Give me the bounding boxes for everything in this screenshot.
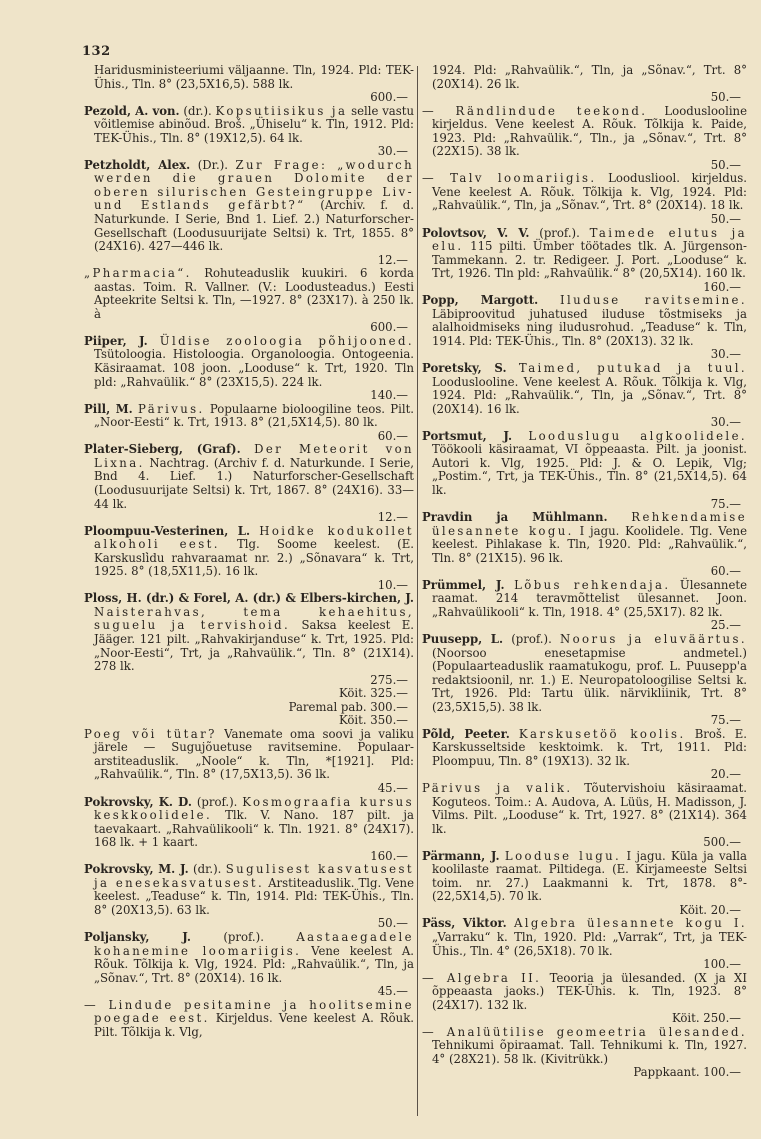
entry-author: Pill, M. <box>84 401 133 416</box>
entry-text: Looduslooline. Vene keelest A. Rõuk. Tõlkija k. Vlg, 1924. Pld: „Rahvaülik.“, Tln, ja „Sõnav.“, Trt. 8° (20X14). 16 lk. <box>432 374 747 416</box>
entry-title: — Algebra II. <box>422 970 542 985</box>
entry-author: Pokrovsky, K. D. <box>84 794 192 809</box>
entry-price: 60.— <box>377 428 408 443</box>
entry-price: 600.— <box>370 90 408 105</box>
entry-price: 12.— <box>377 510 408 525</box>
entry-author: Põld, Peeter. <box>422 726 510 741</box>
entry-title: Zur Frage: „wodurch werden die grauen Dolomite der oberen silurischen Gesteingruppe Liv- und Estlands gefärbt?“ <box>94 157 414 213</box>
entry-author: Päss, Viktor. <box>422 916 507 931</box>
entry-price: 140.— <box>370 388 408 403</box>
entry-text: Loodusliool. kirjeldus. Vene keelest A. Rõuk. Tõlkija k. Vlg, 1924. Pld: „Rahvaülik.“, Tln, ja „Sõnav.“, Trt. 8° (20X14). 18 lk. <box>432 171 747 213</box>
entry-title: Kopsutiisikus ja <box>215 103 348 118</box>
catalog-entry <box>84 403 414 430</box>
entry-author: Polovtsov, V. V. <box>422 225 530 240</box>
entry-price: 160.— <box>370 848 408 863</box>
entry-author: Poretsky, S. <box>422 361 507 376</box>
entry-author: Ploompuu-Vesterinen, L. <box>84 523 251 538</box>
catalog-entry <box>84 999 414 1040</box>
catalog-entry: Pokrovsky, K. D. (prof.). Kosmograafia kursus keskkoolidele. Tlk. V. Nano. 187 pilt. ja taevakaart. „Rahvaülikooli“ k. Tln. 1921. 8° (24X17). 168 lk. + 1 kaart. <box>84 794 415 850</box>
entry-text: (Noorsoo enesetapmise andmetel.) (Populaarteaduslik raamatukogu, prof. L. Puusepp'a redaktsioonil, nr. 1.) E. Neuropatoloogilise Seltsi k. Trt, 1926. Pld: Tartu ülik. närvikliinik, Trt. 8° (23,5X15,5). 38 lk. <box>432 645 747 714</box>
catalog-entry: Poljansky, J. (prof.). Aastaaegadele kohanemine loomariigis. Vene keelest A. Rõuk. Tõlkija k. Vlg, 1924. Pld: „Rahvaülik.“, Tln, ja „Sõnav.“, Trt. 8° (20X14). 16 lk. <box>84 930 415 985</box>
catalog-entry <box>422 579 747 620</box>
catalog-entry: Pokrovsky, M. J. (dr.). Sugulisest kasvatusest ja enesekasvatusest. Arstiteaduslik. Tlg. Vene keelest. „Teaduse“ k. Tln, 1914. Pld: TEK-Ühis., Tln. 8° (20X13,5). 63 lk. <box>84 862 414 917</box>
entry-text: Broš. E. Karskusseltside kesktoimk. k. Trt, 1911. Pld: Ploompuu, Tln. 8° (19X13). 32 lk. <box>432 726 747 768</box>
entry-title: Aastaaegadele kohanemine loomariigis. <box>94 930 415 958</box>
catalog-entry <box>422 511 747 565</box>
entry-title: Algebra ülesannete kogu I. <box>513 916 747 931</box>
ploss-price-list <box>84 687 414 728</box>
entry-title: Der Meteorit von Lixna. <box>94 442 414 470</box>
entry-price: 10.— <box>377 577 408 592</box>
entry-author: Prümmel, J. <box>422 577 505 592</box>
entry-price: 50.— <box>377 916 408 931</box>
entry-text: Ülesannete raamat. 214 teravmõttelist ülesannet. Joon. „Rahvaülikooli“ k. Tln, 1918. 4° (25,5X17). 82 lk. <box>432 577 747 619</box>
entry-price: Köit. 250.— <box>671 1011 741 1026</box>
entry-title: Karskusetöö koolis. <box>518 726 686 741</box>
entry-price: 600.— <box>370 320 408 335</box>
entry-text: Saksa keelest E. Jääger. 121 pilt. „Rahvakirjanduse“ k. Trt, 1925. Pld: „Noor-Eesti“, Trt, ja „Rahvaülik.“, Tln. 8° (21X14). 278 lk. <box>94 618 414 674</box>
left-entries <box>84 64 414 687</box>
entry-text: Tsütoloogia. Histoloogia. Organoloogia. Ontogeenia. Käsiraamat. 108 joon. „Looduse“ k. Trt, 1920. Tln pld: „Rahvaülik.“ 8° (23X15,5). 224 lk. <box>94 347 414 389</box>
catalog-entry <box>422 430 747 498</box>
entry-text: (Archiv. f. d. Naturkunde. I Serie, Bnd 1. Lief. 2.) Naturforscher-Gesellschaft (Loodusuurijate Seltsi) k. Trt, 1855. 8° (24X16). 427—446 lk. <box>94 198 415 254</box>
catalog-entry <box>84 335 414 389</box>
catalog-entry <box>422 972 747 1013</box>
entry-price: 160.— <box>703 279 741 294</box>
entry-title: — Talv loomariigis. <box>422 171 597 186</box>
entry-price: 30.— <box>710 347 741 362</box>
entry-text: Nachtrag. (Archiv f. d. Naturkunde. I Serie, Bnd 4. Lief. 1.) Naturforscher-Gesellschaft (Loodusuurijate Seltsi) k. Trt, 1867. 8° (24X16). 33—44 lk. <box>94 455 414 511</box>
price-line: Paremal pab. 300.— <box>288 699 408 714</box>
entry-title: Pärivus. <box>137 401 205 416</box>
entry-text: Populaarne bioloogiline teos. Pilt. „Noor-Eesti“ k. Trt, 1913. 8° (21,5X14,5). 80 lk. <box>94 401 414 430</box>
entry-title: Noorus ja eluväärtus. <box>559 631 747 646</box>
column-divider <box>417 66 418 1116</box>
catalog-entry <box>422 362 747 416</box>
entry-text: Looduslooline kirjeldus. Vene keelest A. Rõuk. Tõlkija k. Paide, 1923. Pld: „Rahvaülik.“, Tln., ja „Sõnav.“, Trt. 8° (22X15). 38 lk. <box>432 103 747 159</box>
catalog-entry: Puusepp, L. (prof.). Noorus ja eluväärtus. (Noorsoo enesetapmise andmetel.) (Populaarteaduslik raamatukogu, prof. L. Puusepp'a redaktsioonil, nr. 1.) E. Neuropatoloogilise Seltsi k. Trt, 1926. Pld: Tartu ülik. närvikliinik, Trt. 8° (23,5X15,5). 38 lk. <box>422 631 747 714</box>
entry-author: Pokrovsky, M. J. <box>84 862 189 877</box>
entry-author: Pravdin ja Mühlmann. <box>422 510 608 525</box>
entry-price: 50.— <box>710 212 741 227</box>
catalog-entry: Polovtsov, V. V. (prof.). Taimede elutus ja elu. 115 pilti. Ümber töötades tlk. A. Jürgenson-Tammekann. 2. tr. Redigeer. J. Port. „Looduse“ k. Trt, 1926. Tln pld: „Rahvaülik.“ 8° (20,5X14). 160 lk. <box>422 225 747 281</box>
entry-price: Pappkaant. 100.— <box>633 1065 741 1080</box>
catalog-entry <box>422 64 747 91</box>
entry-title: Üldise zooloogia põhijooned. <box>159 333 414 348</box>
entry-title: Kosmograafia kursus keskkoolidele. <box>94 794 415 823</box>
catalog-entry <box>422 1026 747 1067</box>
catalog-entry <box>422 850 747 904</box>
entry-author: Portsmut, J. <box>422 428 513 443</box>
entry-text: Vanemate oma soovi ja valiku järele — Sugujõuetuse ravitsemine. Populaar-arstiteaduslik. „Noole“ k. Tln, *[1921]. Pld: „Rahvaülik.“, Tln. 8° (17,5X13,5). 36 lk. <box>94 726 415 782</box>
entry-text: Läbiproovitud juhatused iluduse tõstmiseks ja alalhoidmiseks ning iludusrohud. „Teaduse“ k. Tln, 1914. Pld: TEK-Ühis., Tln. 8° (20X13). 32 lk. <box>432 306 747 348</box>
entry-author: Puusepp, L. <box>422 631 504 646</box>
entry-title: Iluduse ravitsemine. <box>559 293 747 308</box>
entry-price: 50.— <box>710 157 741 172</box>
entry-title: Taimede elutus ja elu. <box>432 225 747 254</box>
catalog-entry <box>422 172 747 213</box>
entry-title: Taimed, putukad ja tuul. <box>518 361 747 376</box>
entry-price: 30.— <box>377 144 408 159</box>
entry-text: Tehnikumi õpiraamat. Tall. Tehnikumi k. Tln, 1927. 4° (28X21). 58 lk. (Kivitrükk.) <box>432 1038 747 1066</box>
entry-price: 60.— <box>710 564 741 579</box>
entry-author: Poljansky, J. <box>84 930 191 944</box>
catalog-entry <box>84 267 414 321</box>
catalog-entry <box>84 64 414 91</box>
entry-author: Pezold, A. von. <box>84 103 180 118</box>
price-line: Köit. 325.— <box>338 686 408 701</box>
entry-author: Ploss, H. (dr.) & Forel, A. (dr.) & Elbers-kirchen, J. <box>84 591 414 606</box>
entry-price: Köit. 20.— <box>679 902 741 917</box>
catalog-entry <box>84 525 414 579</box>
entry-text: 1924. Pld: „Rahvaülik.“, Tln, ja „Sõnav.“, Trt. 8° (20X14). 26 lk. <box>432 63 747 91</box>
entry-title: — Rändlindude teekond. <box>422 103 648 118</box>
entry-text: Teooria ja ülesanded. (X ja XI õppeaasta jaoks.) TEK-Ühis. k. Tln, 1923. 8° (24X17). 132 lk. <box>432 970 747 1012</box>
entry-title: Sugulisest kasvatusest ja enesekasvatusest. <box>94 862 414 890</box>
right-entries <box>422 64 747 1080</box>
entry-author: Plater-Sieberg, (Graf). <box>84 442 241 457</box>
catalog-entry <box>422 105 747 159</box>
entry-title: Pärivus ja valik. <box>422 780 573 795</box>
entry-price: 45.— <box>377 780 408 795</box>
entry-price: 75.— <box>710 713 741 728</box>
entry-author: Popp, Margott. <box>422 293 539 308</box>
entry-price: 45.— <box>377 984 408 999</box>
catalog-entry <box>422 782 747 836</box>
left-entries-continued <box>84 728 414 1040</box>
entry-title: — Lindude pesitamine ja hoolitsemine poegade eest. <box>84 997 414 1026</box>
entry-price: 75.— <box>710 496 741 511</box>
entry-author: Piiper, J. <box>84 333 148 348</box>
catalog-entry: Petzholdt, Alex. (Dr.). Zur Frage: „wodurch werden die grauen Dolomite der oberen silurischen Gesteingruppe Liv- und Estlands gefärbt?“ (Archiv. f. d. Naturkunde. I Serie, Bnd 1. Lief. 2.) Naturforscher-Gesellschaft (Loodusuurijate Seltsi) k. Trt, 1855. 8° (24X16). 427—446 lk. <box>84 157 415 254</box>
catalog-entry: Pezold, A. von. (dr.). Kopsutiisikus ja selle vastu võitlemise abinõud. Broš. „Ühiselu“ k. Tln, 1912. Pld: TEK-Ühis., Tln. 8° (19X12,5). 64 lk. <box>84 103 414 145</box>
entry-title: Looduse lugu. <box>504 848 622 863</box>
entry-text: Vene keelest A. Rõuk. Tõlkija k. Vlg, 1924. Pld: „Rahvaülik.“, Tln, ja „Sõnav.“, Trt. 8° (20X14). 16 lk. <box>94 943 414 985</box>
entry-text: Tlg. Soome keelest. (E. Karskusli̇̀du rahvaraamat nr. 2.) „Sõnavara“ k. Trt, 1925. 8° (18,5X11,5). 16 lk. <box>94 537 414 579</box>
entry-text: Rohuteaduslik kuukiri. 6 korda aastas. Toim. R. Vallner. (V.: Loodusteadus.) Eesti Apteekrite Seltsi k. Tln, —1927. 8° (23X17). à 250 lk. à <box>94 266 414 321</box>
entry-text: I jagu. Küla ja valla koolilaste raamat. Piltidega. (E. Kirjameeste Seltsi toim. nr. 27.) Laakmanni k. Trt, 1878. 8°-(22,5X14,5). 70 lk. <box>432 848 748 904</box>
entry-title: Poeg või tütar? <box>84 726 217 741</box>
catalog-entry <box>422 728 747 769</box>
entry-title: „Pharmacia“. <box>84 266 192 281</box>
entry-title: Hoidke kodukollet alkoholi eest. <box>94 523 414 552</box>
entry-text: „Varraku“ k. Tln, 1920. Pld: „Varrak“, Trt, ja TEK-Ühis., Tln. 4° (26,5X18). 70 lk. <box>432 930 747 958</box>
catalog-entry <box>422 294 747 348</box>
entry-text: Haridusministeeriumi väljaanne. Tln, 1924. Pld: TEK-Ühis., Tln. 8° (23,5X16,5). 588 lk. <box>94 63 414 91</box>
entry-price: 25.— <box>710 618 741 633</box>
entry-text: Töökooli käsiraamat, VI õppeaasta. Pilt. ja joonist. Autori k. Vlg, 1925. Pld: J. & O. Lepik, Vlg; „Postim.“, Trt, ja TEK-Ühis., Tln. 8° (21,5X14,5). 64 lk. <box>432 442 747 497</box>
entry-text: Tlk. V. Nano. 187 pilt. ja taevakaart. „Rahvaülikooli“ k. Tln. 1921. 8° (24X17). 168 lk. + 1 kaart. <box>94 808 414 850</box>
entry-price: 50.— <box>710 90 741 105</box>
entry-price: 20.— <box>710 767 741 782</box>
entry-price: 275.— <box>370 672 408 687</box>
entry-price: 12.— <box>377 252 408 267</box>
entry-text: Arstiteaduslik. Tlg. Vene keelest. „Teaduse“ k. Tln, 1914. Pld: TEK-Ühis., Tln. 8° (20X13,5). 63 lk. <box>94 875 414 917</box>
entry-title: Rehkendamise ülesannete kogu. <box>432 510 748 538</box>
left-column <box>84 64 414 1039</box>
entry-author: Petzholdt, Alex. <box>84 157 191 172</box>
entry-text: 115 pilti. Ümber töötades tlk. A. Jürgenson-Tammekann. 2. tr. Redigeer. J. Port. „Looduse“ k. Trt, 1926. Tln pld: „Rahvaülik.“ 8° (20,5X14). 160 lk. <box>432 239 747 281</box>
page-number: 132 <box>82 44 111 59</box>
right-column <box>422 64 747 1080</box>
entry-text: selle vastu võitlemise abinõud. Broš. „Ühiselu“ k. Tln, 1912. Pld: TEK-Ühis., Tln. 8° (19X12,5). 64 lk. <box>94 103 414 145</box>
entry-title: — Analüütilise geomeetria ülesanded. <box>422 1024 747 1039</box>
catalog-entry <box>84 592 414 673</box>
entry-text: Tõutervishoiu käsiraamat. Koguteos. Toim.: A. Audova, A. Lüüs, H. Madisson, J. Vilms. Pilt. „Looduse“ k. Trt, 1927. 8° (21X14). 364 lk. <box>432 780 747 836</box>
entry-price: 500.— <box>703 835 741 850</box>
entry-title: Naisterahvas, tema kehaehitus, suguelu ja tervishoid. <box>94 604 414 633</box>
catalog-entry <box>422 917 747 958</box>
entry-price: 30.— <box>710 415 741 430</box>
catalog-entry <box>84 443 414 511</box>
entry-text: I jagu. Koolidele. Tlg. Vene keelest. Pihlakase k. Tln, 1920. Pld: „Rahvaülik.“, Tln. 8° (21X15). 96 lk. <box>432 523 747 565</box>
price-line: Köit. 350.— <box>338 713 408 728</box>
entry-author: Pärmann, J. <box>422 848 500 863</box>
entry-text: Kirjeldus. Vene keelest A. Rõuk. Pilt. Tõlkija k. Vlg, <box>94 1011 414 1039</box>
catalog-entry <box>84 728 414 782</box>
entry-price: 100.— <box>703 957 741 972</box>
entry-title: Lõbus rehkendaja. <box>514 577 671 592</box>
entry-title: Looduslugu algkoolidele. <box>528 428 748 443</box>
